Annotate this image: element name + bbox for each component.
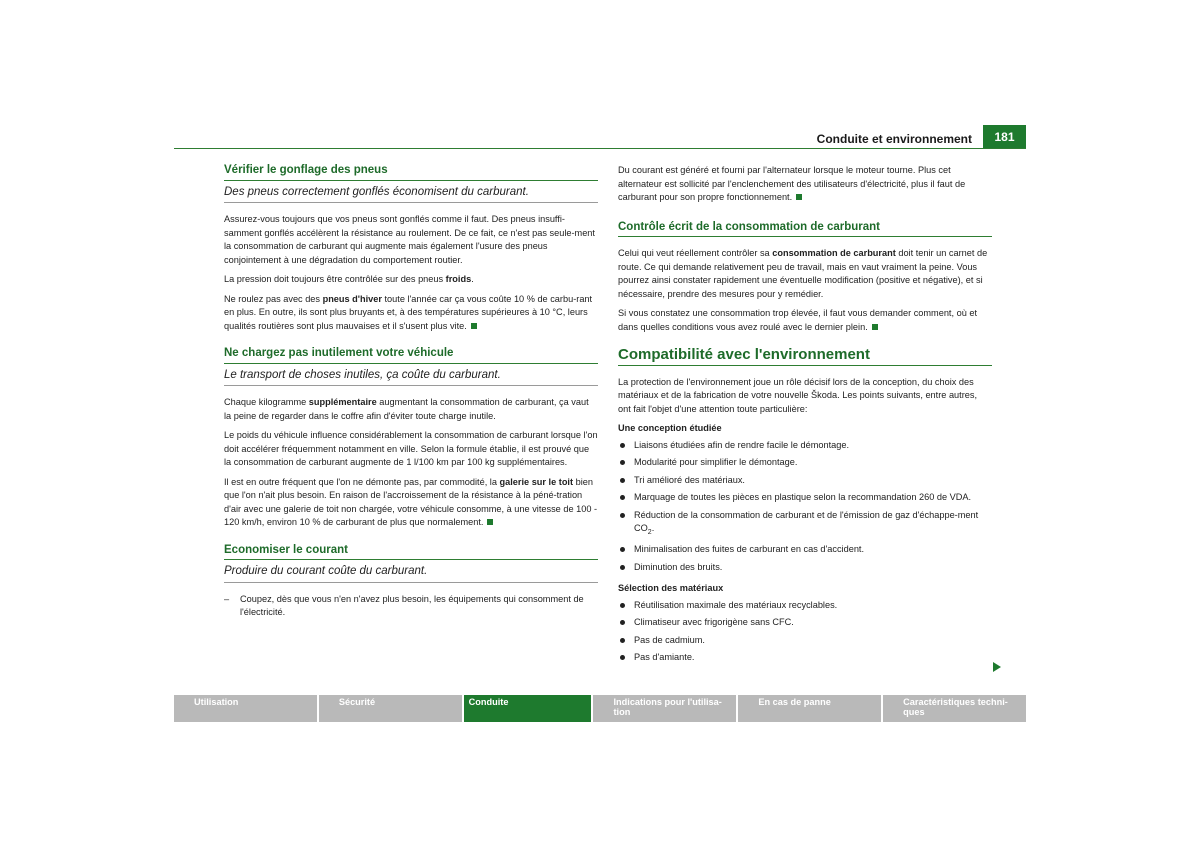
section-heading-tire-pressure: Vérifier le gonflage des pneus — [224, 164, 598, 181]
list-item: – Coupez, dès que vous n'en n'avez plus besoin, les équipements qui consomment de l'électricité. — [224, 593, 584, 617]
paragraph: Il est en outre fréquent que l'on ne démonte pas, par commodité, la galerie sur le toit bien que l'on n'ait plus besoin. En raison de l'accroissement de la résistance à la péné-tration d'air avec une galerie de toit non chargée, votre véhicule consomme, à une vitesse de 100 - 120 km/h, environ 10 % de carburant de plus que normalement. — [224, 476, 598, 527]
section-lead: Le transport de choses inutiles, ça coûte du carburant. — [224, 369, 598, 387]
header-rule — [174, 148, 1026, 149]
list-item: Pas de cadmium. — [618, 634, 992, 648]
end-of-section-icon — [487, 519, 493, 525]
paragraph: Celui qui veut réellement contrôler sa consommation de carburant doit tenir un carnet de route. Ce qui demande relativement peu de travail, mais en vaut vraiment la peine. Vous pourrez ainsi constater rapidement une éventuelle modification (positive et négative), et si nécessaire, prendre des mesures pour y remédier. — [618, 248, 988, 299]
bullet-icon — [620, 565, 625, 570]
paragraph: Ne roulez pas avec des pneus d'hiver toute l'année car ça vous coûte 10 % de carbu-rant en plus. En outre, ils sont plus bruyants et, à des températures supérieures à 10 °C, leurs qualités routières sont plus mauvaises et il s'usent plus vite. — [224, 293, 593, 331]
bullet-icon — [620, 443, 625, 448]
dash-marker: – — [224, 593, 230, 604]
tab-panne[interactable]: En cas de panne — [738, 695, 881, 722]
page-number: 181 — [983, 125, 1026, 149]
list-item: Liaisons étudiées afin de rendre facile le démontage. — [618, 439, 992, 453]
list-item: Pas d'amiante. — [618, 651, 992, 665]
list-item: Tri amélioré des matériaux. — [618, 474, 992, 488]
bullet-icon — [620, 495, 625, 500]
bullet-icon — [620, 603, 625, 608]
paragraph: Chaque kilogramme supplémentaire augmentant la consommation de carburant, ça vaut la peine de regarder dans le coffre afin d'éviter toute charge inutile. — [224, 397, 589, 421]
left-column — [224, 164, 598, 626]
list-item: Réutilisation maximale des matériaux recyclables. — [618, 599, 992, 613]
end-of-section-icon — [796, 194, 802, 200]
paragraph: Si vous constatez une consommation trop élevée, il faut vous demander comment, où et dans quelles conditions vous avez roulé avec le dernier plein. — [618, 308, 978, 332]
bullet-icon — [620, 478, 625, 483]
bullet-icon — [620, 655, 625, 660]
bullet-icon — [620, 547, 625, 552]
subheading: Une conception étudiée — [618, 423, 722, 433]
section-lead: Produire du courant coûte du carburant. — [224, 565, 598, 583]
bullet-icon — [620, 460, 625, 465]
paragraph: La pression doit toujours être contrôlée sur des pneus froids. — [224, 274, 474, 284]
paragraph: Du courant est généré et fourni par l'alternateur lorsque le moteur tourne. Plus cet alternateur est sollicité par l'enclenchement des utilisateurs d'électricité, plus il faut de carburant pour son propre fonctionnement. — [618, 165, 966, 202]
end-of-section-icon — [471, 323, 477, 329]
list-item: Marquage de toutes les pièces en plastique selon la recommandation 260 de VDA. — [618, 491, 992, 505]
tab-securite[interactable]: Sécurité — [319, 695, 462, 722]
section-heading-unnecessary-load: Ne chargez pas inutilement votre véhicule — [224, 347, 598, 364]
chapter-tab-bar — [174, 695, 1026, 722]
bullet-icon — [620, 638, 625, 643]
tab-caracteristiques[interactable]: Caractéristiques techni-ques — [883, 695, 1026, 722]
bullet-icon — [620, 513, 625, 518]
section-lead: Des pneus correctement gonflés économisent du carburant. — [224, 186, 598, 204]
list-item: Diminution des bruits. — [618, 561, 992, 575]
tab-indications[interactable]: Indications pour l'utilisa-tion — [593, 695, 736, 722]
paragraph: Assurez-vous toujours que vos pneus sont gonflés comme il faut. Des pneus insuffi-samment gonflés accélèrent la résistance au roulement. De ce fait, ce n'est pas seule-ment la consommation de carburant qui augmente mais également l'usure des pneus conjointement à une dégradation du comportement routier. — [224, 214, 595, 265]
tab-conduite[interactable]: Conduite — [464, 695, 592, 722]
section-heading-save-power: Economiser le courant — [224, 544, 598, 561]
subheading: Sélection des matériaux — [618, 583, 724, 594]
list-item: Minimalisation des fuites de carburant en cas d'accident. — [618, 543, 992, 557]
right-column — [618, 164, 992, 669]
paragraph: Le poids du véhicule influence considérablement la consommation de carburant lorsque l'on doit accélérer fréquemment notamment en ville. Selon la formule établie, il est prouvé que la consommation de carburant augmente de 1 l/100 km par 100 kg supplémentaires. — [224, 430, 598, 467]
end-of-section-icon — [872, 324, 878, 330]
continue-arrow-icon — [993, 662, 1001, 672]
tab-utilisation[interactable]: Utilisation — [174, 695, 317, 722]
paragraph: La protection de l'environnement joue un rôle décisif lors de la conception, du choix des matériaux et de la fabrication de votre nouvelle Škoda. Les points suivants, entre autres, ont fait l'objet d'une attention toute particulière: — [618, 376, 978, 414]
list-item: Modularité pour simplifier le démontage. — [618, 456, 992, 470]
section-heading-fuel-log: Contrôle écrit de la consommation de carburant — [618, 221, 992, 238]
running-header: Conduite et environnement — [816, 132, 972, 146]
bullet-icon — [620, 620, 625, 625]
chapter-heading-environment: Compatibilité avec l'environnement — [618, 348, 992, 366]
list-item: Réduction de la consommation de carburant et de l'émission de gaz d'échappe-ment $CO_2$. — [618, 509, 992, 540]
list-item: Climatiseur avec frigorigène sans CFC. — [618, 616, 992, 630]
